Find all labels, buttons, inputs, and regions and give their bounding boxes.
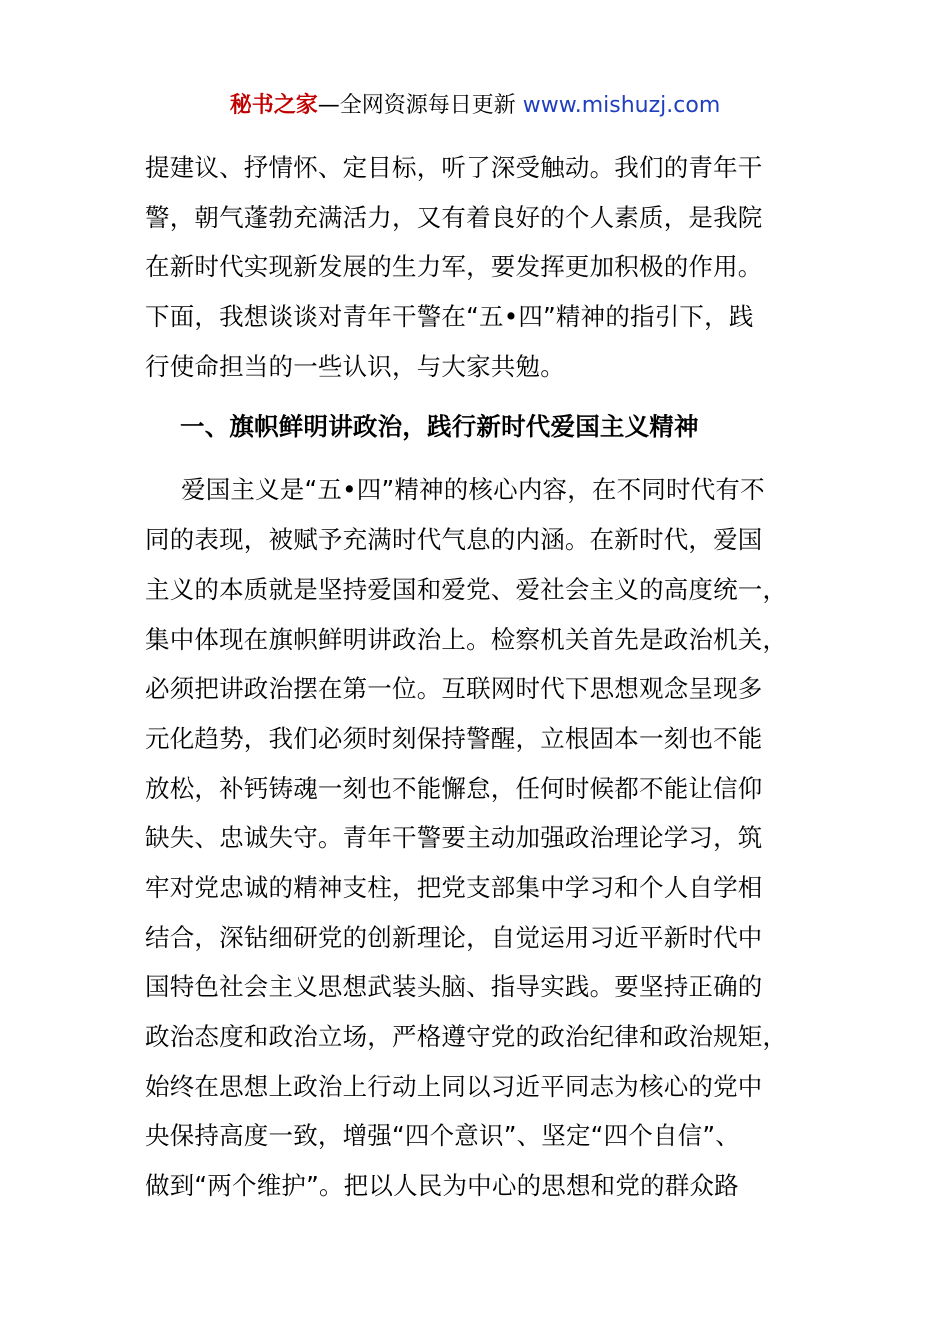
site-url[interactable]: www.mishuzj.com xyxy=(522,93,721,118)
text-line: 做到“两个维护”。把以人民为中心的思想和党的群众路 xyxy=(145,1171,739,1200)
text-line: 央保持高度一致，增强“四个意识”、坚定“四个自信”、 xyxy=(145,1121,740,1150)
text-line: 缺失、忠诚失守。青年干警要主动加强政治理论学习，筑 xyxy=(145,823,763,852)
section-heading: 一、旗帜鲜明讲政治，践行新时代爱国主义精神 xyxy=(180,412,699,441)
text-line: 同的表现，被赋予充满时代气息的内涵。在新时代，爱国 xyxy=(145,525,763,554)
text-line: 行使命担当的一些认识，与大家共勉。 xyxy=(145,352,565,381)
site-tagline: —全网资源每日更新 xyxy=(317,93,516,118)
text-line: 爱国主义是“五•四”精神的核心内容，在不同时代有不 xyxy=(181,475,765,504)
site-brand: 秘书之家 xyxy=(229,93,318,118)
text-line: 国特色社会主义思想武装头脑、指导实践。要坚持正确的 xyxy=(145,972,763,1001)
text-line: 集中体现在旗帜鲜明讲政治上。检察机关首先是政治机关， xyxy=(145,625,788,654)
site-header xyxy=(0,90,950,122)
text-line: 政治态度和政治立场，严格遵守党的政治纪律和政治规矩， xyxy=(145,1022,788,1051)
text-line: 元化趋势，我们必须时刻保持警醒，立根固本一刻也不能 xyxy=(145,724,763,753)
text-line: 警，朝气蓬勃充满活力，又有着良好的个人素质，是我院 xyxy=(145,203,763,232)
text-line: 下面，我想谈谈对青年干警在“五•四”精神的指引下，践 xyxy=(145,302,754,331)
text-line: 必须把讲政治摆在第一位。互联网时代下思想观念呈现多 xyxy=(145,674,763,703)
text-line: 始终在思想上政治上行动上同以习近平同志为核心的党中 xyxy=(145,1072,763,1101)
text-line: 提建议、抒情怀、定目标，听了深受触动。我们的青年干 xyxy=(145,153,763,182)
text-line: 结合，深钻细研党的创新理论，自觉运用习近平新时代中 xyxy=(145,923,763,952)
text-line: 放松，补钙铸魂一刻也不能懈怠，任何时候都不能让信仰 xyxy=(145,774,763,803)
text-line: 牢对党忠诚的精神支柱，把党支部集中学习和个人自学相 xyxy=(145,873,763,902)
text-line: 在新时代实现新发展的生力军，要发挥更加积极的作用。 xyxy=(145,252,763,281)
text-line: 主义的本质就是坚持爱国和爱党、爱社会主义的高度统一， xyxy=(145,575,788,604)
